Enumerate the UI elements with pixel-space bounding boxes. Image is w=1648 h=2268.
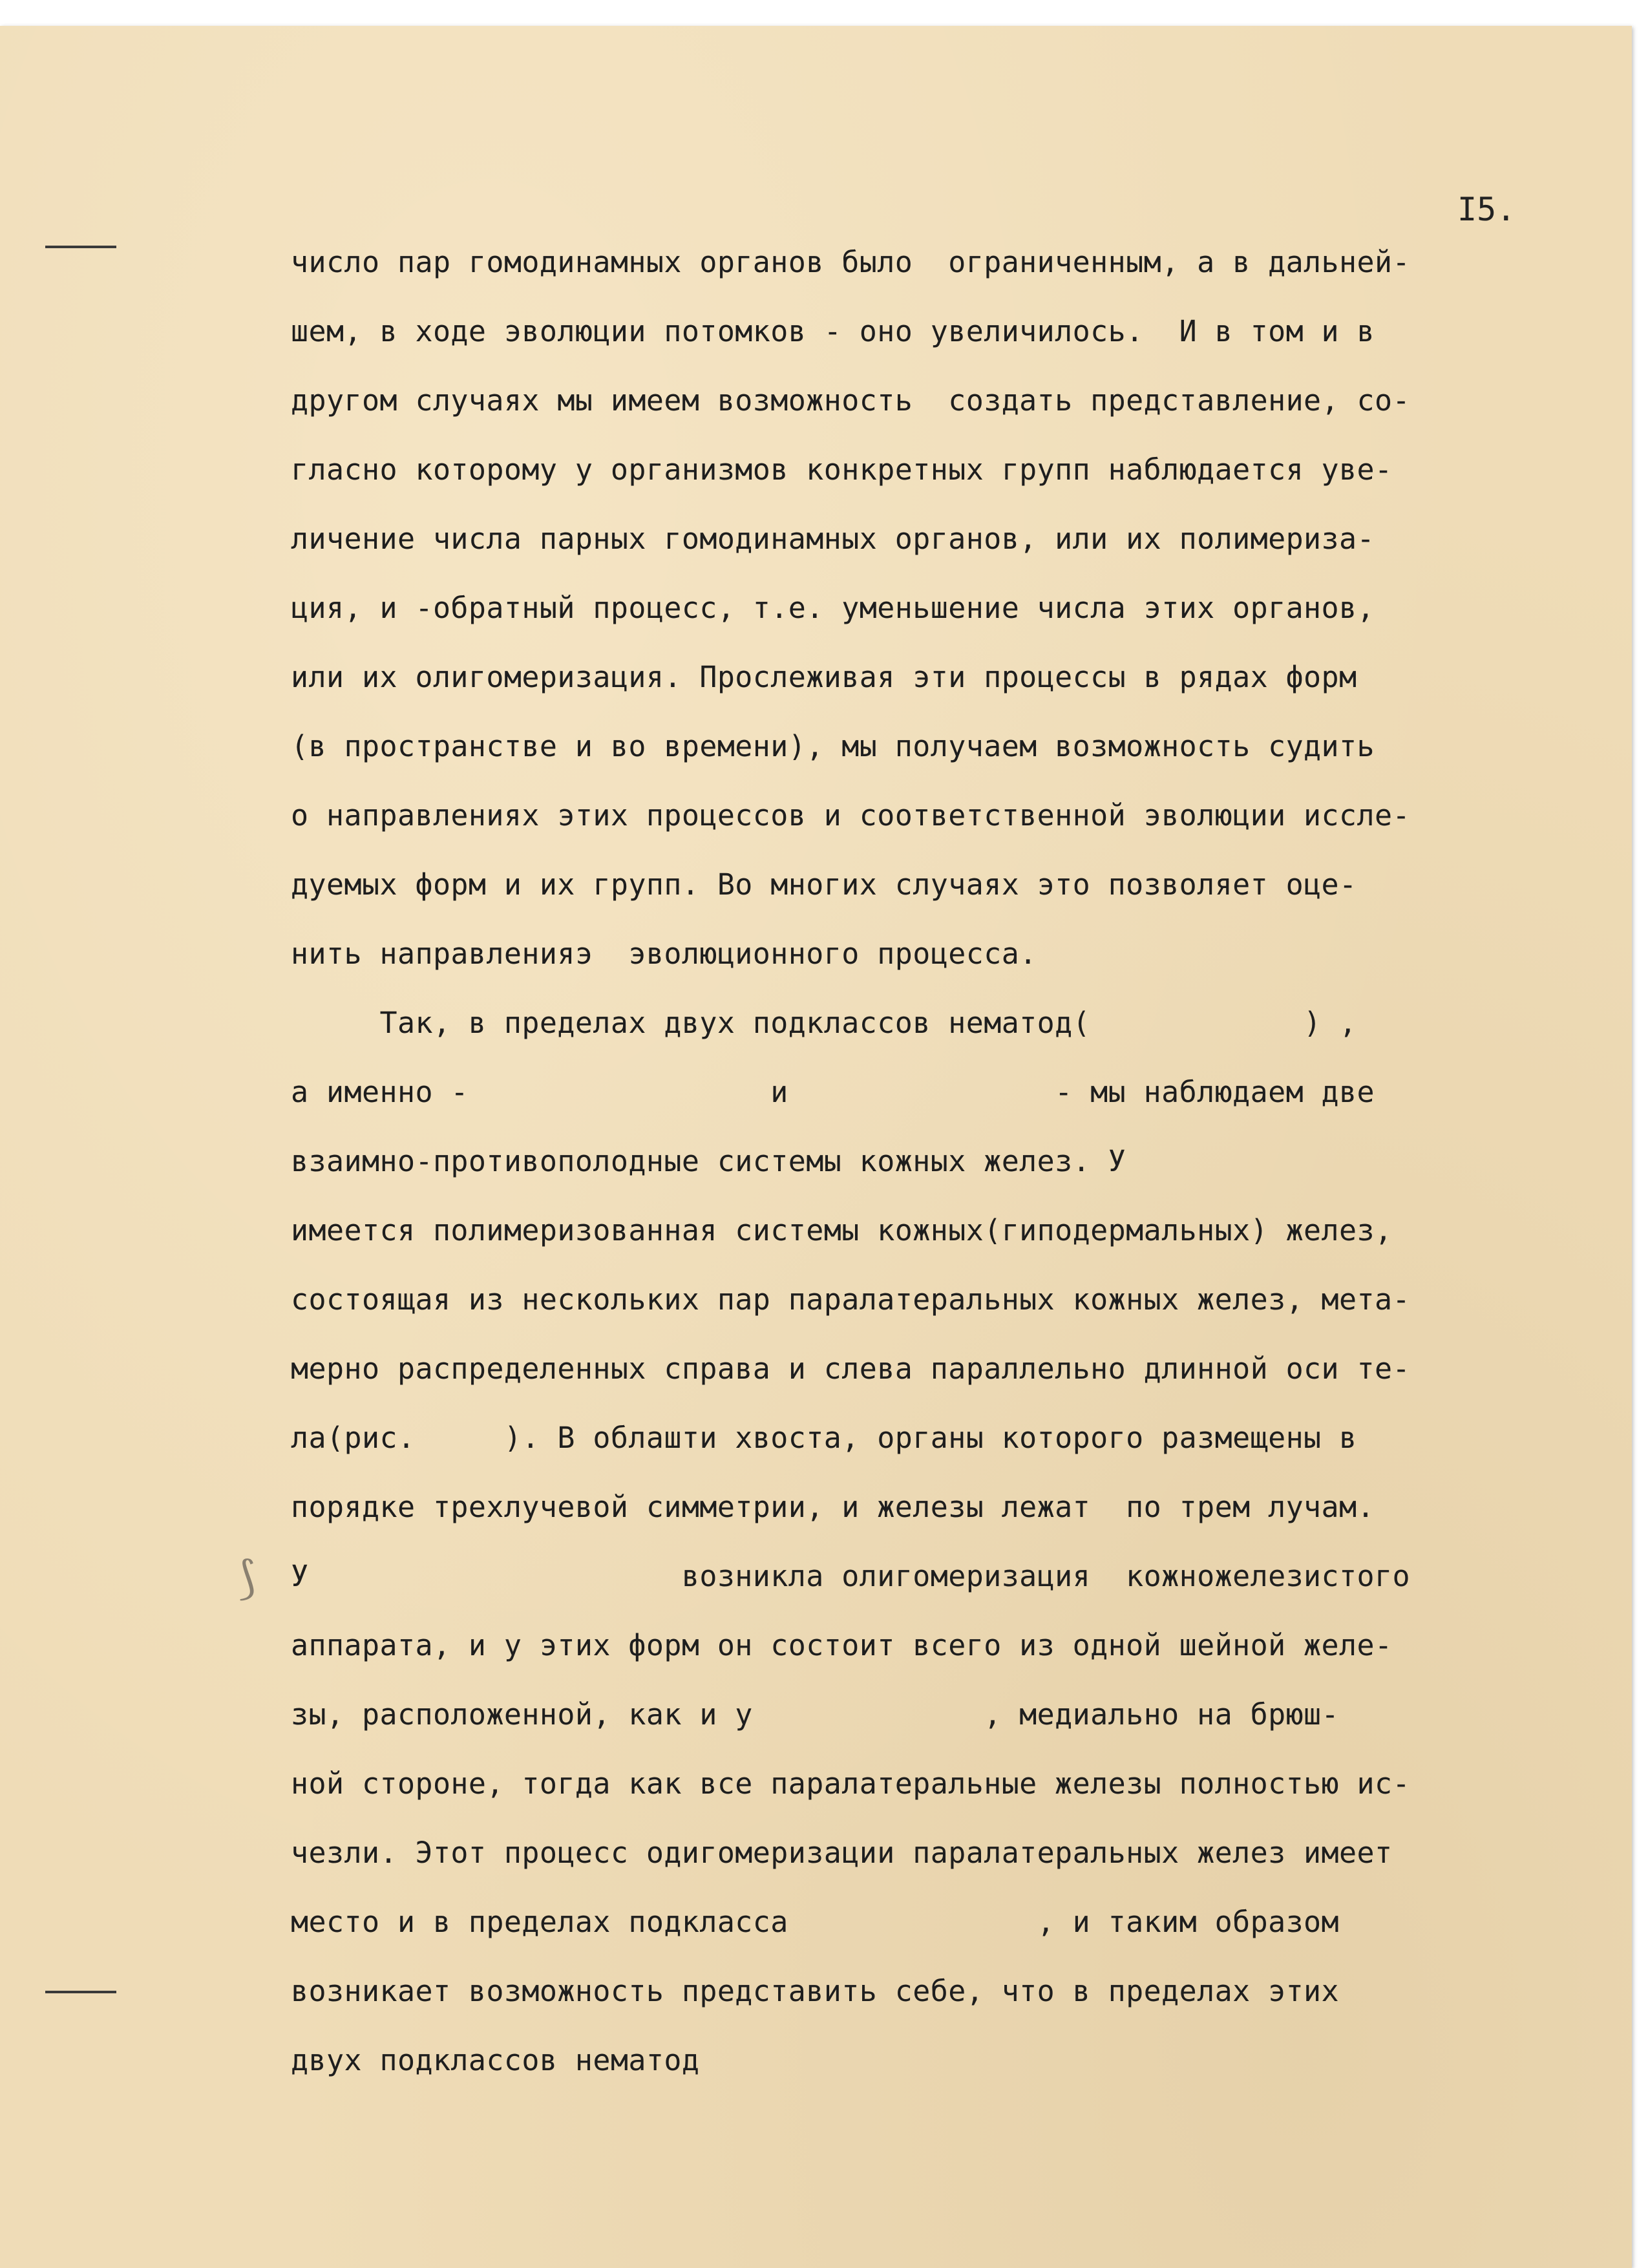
text-line: состоящая из нескольких пар паралатеральных кожных желез, мета- bbox=[291, 1282, 1411, 1317]
text-line: о направлениях этих процессов и соответственной эволюции иссле- bbox=[291, 798, 1411, 832]
text-line: взаимно-противополодные системы кожных желез. У bbox=[291, 1144, 1126, 1178]
text-line: зы, расположенной, как и у , медиально на брюш- bbox=[291, 1697, 1340, 1732]
text-line: аппарата, и у этих форм он состоит всего из одной шейной желе- bbox=[291, 1628, 1393, 1662]
text-line: личение числа парных гомодинамных органов, или их полимериза- bbox=[291, 522, 1375, 556]
margin-pencil-mark: ⟆ bbox=[238, 1551, 256, 1604]
margin-mark-bottom bbox=[45, 1991, 116, 1993]
text-line: (в пространстве и во времени), мы получаем возможность судить bbox=[291, 729, 1375, 763]
text-line: или их олигомеризация. Прослеживая эти процессы в рядах форм bbox=[291, 660, 1357, 694]
paper-sheet bbox=[0, 26, 1632, 2268]
text-line: место и в пределах подкласса , и таким образом bbox=[291, 1905, 1340, 1939]
text-line: ла(рис. ). В облашти хвоста, органы которого размещены в bbox=[291, 1421, 1357, 1455]
text-line: дуемых форм и их групп. Во многих случаях это позволяет оце- bbox=[291, 867, 1357, 902]
text-line: порядке трехлучевой симметрии, и железы лежат по трем лучам. bbox=[291, 1490, 1375, 1524]
text-line: гласно которому у организмов конкретных групп наблюдается уве- bbox=[291, 452, 1393, 487]
text-line: ция, и -обратный процесс, т.е. уменьшение числа этих органов, bbox=[291, 591, 1375, 625]
text-line: двух подклассов нематод bbox=[291, 2043, 700, 2077]
text-line: У возникла олигомеризация кожножелезистого bbox=[291, 1559, 1411, 1593]
margin-mark-top bbox=[45, 246, 116, 248]
text-line: имеется полимеризованная системы кожных(гиподермальных) желез, bbox=[291, 1213, 1393, 1247]
text-line: чезли. Этот процесс одигомеризации паралатеральных желез имеет bbox=[291, 1836, 1393, 1870]
text-line: ной стороне, тогда как все паралатеральные железы полностью ис- bbox=[291, 1766, 1411, 1801]
text-line: Так, в пределах двух подклассов нематод( ) , bbox=[291, 1006, 1357, 1040]
text-line: мерно распределенных справа и слева параллельно длинной оси те- bbox=[291, 1351, 1411, 1386]
text-line: возникает возможность представить себе, что в пределах этих bbox=[291, 1974, 1340, 2008]
text-line: другом случаях мы имеем возможность создать представление, со- bbox=[291, 383, 1411, 418]
page-number: I5. bbox=[1457, 191, 1516, 228]
text-line: шем, в ходе эволюции потомков - оно увеличилось. И в том и в bbox=[291, 314, 1375, 348]
typed-text-body bbox=[291, 228, 1551, 2095]
text-line: а именно - и - мы наблюдаем две bbox=[291, 1075, 1375, 1109]
text-line: нить направленияэ эволюционного процесса. bbox=[291, 937, 1037, 971]
text-line: число пар гомодинамных органов было ограниченным, а в дальней- bbox=[291, 245, 1411, 279]
